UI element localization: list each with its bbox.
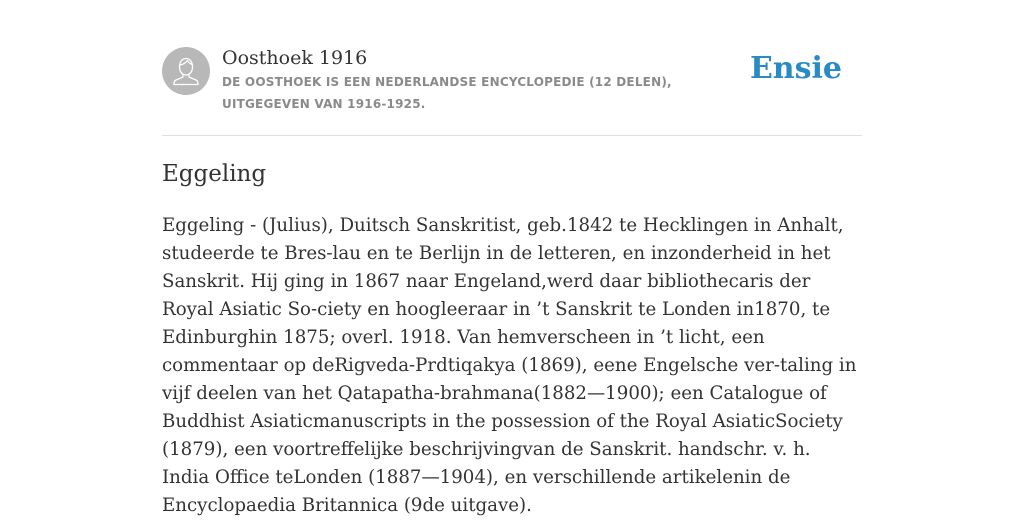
entry-title: Eggeling [162,161,267,187]
brand-logo[interactable]: Ensie [749,51,842,86]
source-title[interactable]: Oosthoek 1916 [222,47,368,69]
source-info [222,45,762,115]
avatar[interactable] [162,47,210,95]
source-description: DE OOSTHOEK IS EEN NEDERLANDSE ENCYCLOPEDIE (12 DELEN), UITGEGEVEN VAN 1916-1925. [222,75,672,111]
page-content [162,0,862,516]
source-header [162,0,862,136]
entry-body: Eggeling - (Julius), Duitsch Sanskritist, geb.1842 te Hecklingen in Anhalt, studeerde te Bres-lau en te Berlijn in de letteren, en inzonderheid in het Sanskrit. Hij ging in 1867 naar Engeland,werd daar bibliothecaris der Royal Asiatic So-ciety en hoogleeraar in ’t Sanskrit te Londen in1870, te Edinburghin 1875; overl. 1918. Van hemverscheen in ’t licht, een commentaar op deRigveda-Prdtiqakya (1869), eene Engelsche ver-taling in vijf deelen van het Qatapatha-brahmana(1882—1900); een Catalogue of Buddhist Asiaticmanuscripts in the possession of the Royal AsiaticSociety (1879), een voortreffelijke beschrijvingvan de Sanskrit. handschr. v. h. India Office teLonden (1887—1904), en verschillende artikelenin de Encyclopaedia Britannica (9de uitgave). [162,215,857,516]
user-silhouette-icon [162,47,210,95]
